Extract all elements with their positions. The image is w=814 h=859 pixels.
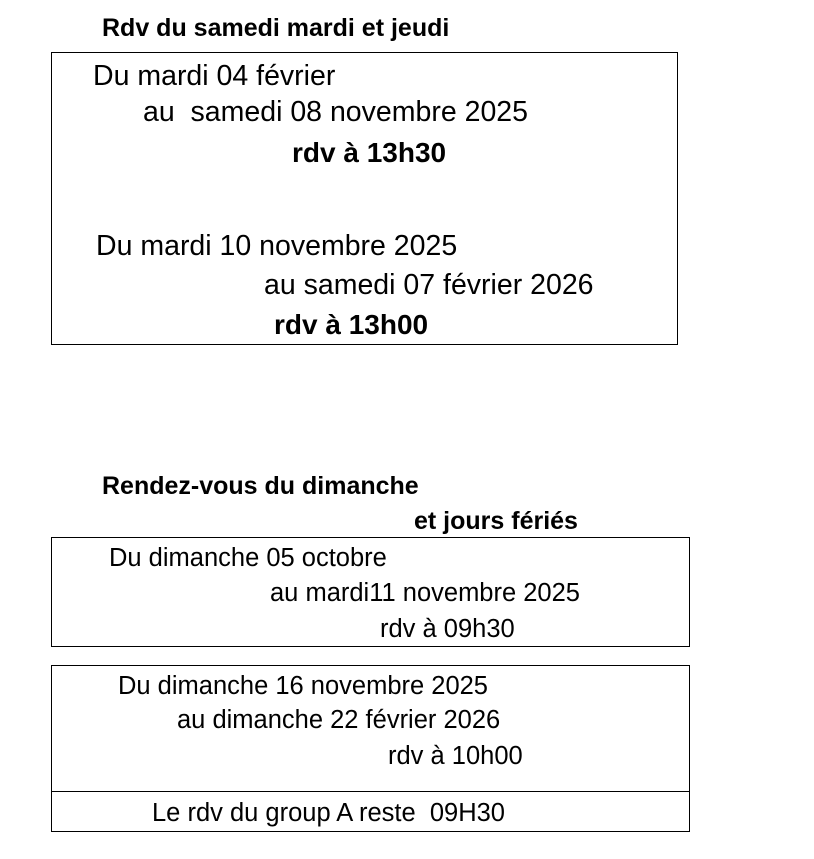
section2-period2-to: au dimanche 22 février 2026: [177, 706, 501, 734]
section2-title-line2: et jours fériés: [414, 507, 578, 535]
section1-period2-from: Du mardi 10 novembre 2025: [96, 230, 458, 262]
section1-period1-to: au samedi 08 novembre 2025: [143, 96, 529, 128]
section2-period2-from: Du dimanche 16 novembre 2025: [118, 672, 488, 700]
section1-period2-to: au samedi 07 février 2026: [264, 269, 594, 301]
section1-period1-from: Du mardi 04 février: [93, 60, 336, 92]
section2-period1-from: Du dimanche 05 octobre: [109, 544, 387, 572]
section1-period2-time: rdv à 13h00: [274, 309, 429, 340]
section2-period1-to: au mardi11 novembre 2025: [270, 579, 580, 607]
section2-note: Le rdv du group A reste 09H30: [152, 799, 505, 827]
section1-title: Rdv du samedi mardi et jeudi: [102, 14, 450, 42]
section1-period1-time: rdv à 13h30: [292, 137, 447, 168]
section2-title-line1: Rendez-vous du dimanche: [102, 472, 419, 500]
section2-period2-time: rdv à 10h00: [388, 742, 523, 770]
section2-note-divider: [51, 791, 690, 792]
section2-period1-time: rdv à 09h30: [380, 615, 515, 643]
